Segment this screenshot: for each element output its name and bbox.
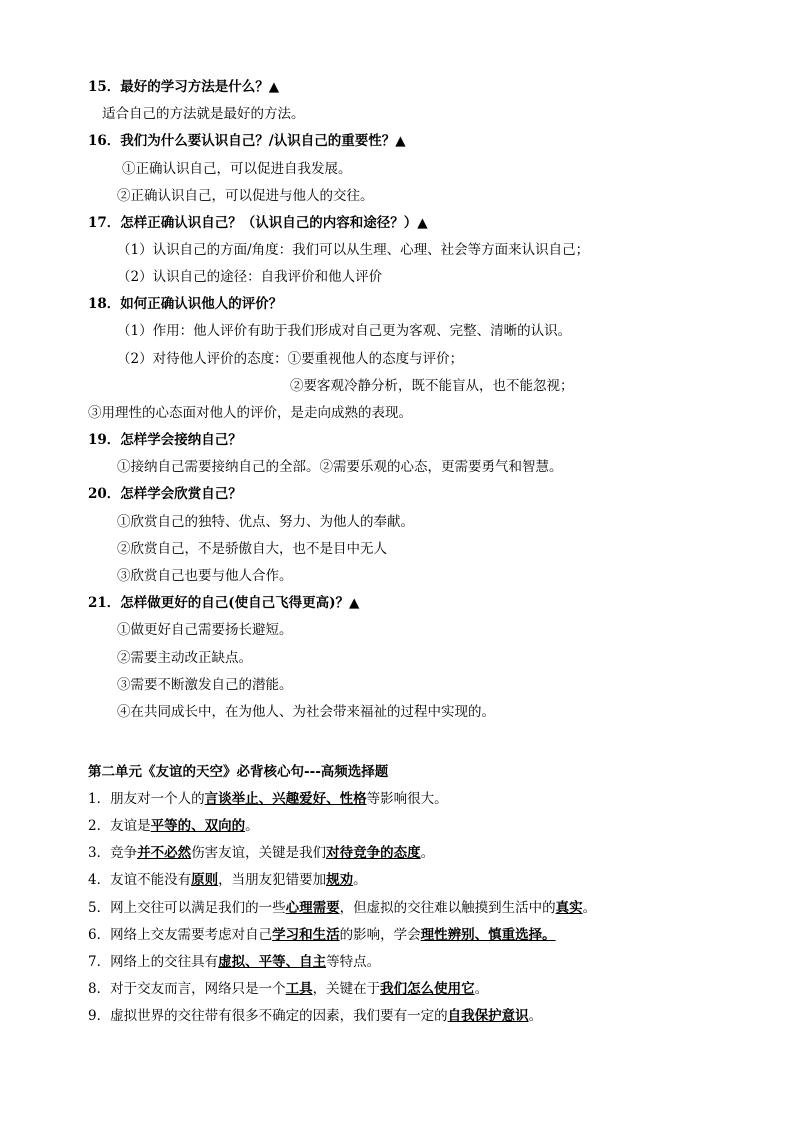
text-line bbox=[88, 1007, 542, 1025]
text-segment: ③欣赏自己也要与他人合作。 bbox=[117, 568, 293, 584]
text-line bbox=[117, 540, 387, 558]
text-segment: ③需要不断激发自己的潜能。 bbox=[117, 677, 293, 693]
heading-text: 21．怎样做更好的自己(使自己飞得更高)？▲ bbox=[88, 595, 360, 611]
text-segment: ②正确认识自己，可以促进与他人的交往。 bbox=[117, 188, 374, 204]
text-line bbox=[88, 431, 242, 449]
text-segment: 等影响很大。 bbox=[366, 791, 448, 807]
key-phrase: 理性辨别、慎重选择。 bbox=[420, 927, 556, 943]
text-segment: 8．对于交友而言，网络只是一个 bbox=[88, 981, 286, 997]
text-segment: ②需要主动改正缺点。 bbox=[117, 650, 252, 666]
text-line bbox=[122, 160, 352, 178]
text-line bbox=[117, 187, 374, 205]
key-phrase: 工具 bbox=[285, 981, 313, 997]
text-segment: 。 bbox=[420, 845, 435, 861]
text-segment: 。 bbox=[474, 981, 489, 997]
text-line bbox=[88, 594, 359, 612]
text-segment: （2）对待他人评价的态度：①要重视他人的态度与评价； bbox=[117, 351, 464, 367]
text-line bbox=[117, 676, 293, 694]
heading-text: 20．怎样学会欣赏自己？ bbox=[88, 486, 242, 502]
text-segment: 。 bbox=[582, 900, 597, 916]
key-phrase: 言谈举止、兴趣爱好、性格 bbox=[204, 791, 367, 807]
heading-text: 17．怎样正确认识自己？（认识自己的内容和途径？）▲ bbox=[88, 215, 428, 231]
text-line bbox=[88, 790, 448, 808]
text-segment: 4．友谊不能没有 bbox=[88, 872, 192, 888]
text-segment: 5．网上交往可以满足我们的一些 bbox=[88, 900, 286, 916]
heading-text: 第二单元《友谊的天空》必背核心句---高频选择题 bbox=[88, 764, 389, 780]
key-phrase: 并不必然 bbox=[137, 845, 192, 861]
text-segment: 适合自己的方法就是最好的方法。 bbox=[102, 106, 305, 122]
heading-text: 19．怎样学会接纳自己？ bbox=[88, 432, 242, 448]
text-line bbox=[117, 458, 563, 476]
text-segment: 。 bbox=[353, 872, 367, 888]
text-line bbox=[102, 105, 305, 123]
key-phrase: 规劝 bbox=[326, 872, 354, 888]
text-segment: ，当朋友犯错要加 bbox=[218, 872, 327, 888]
text-line bbox=[88, 404, 412, 422]
text-segment: ②欣赏自己，不是骄傲自大，也不是目中无人 bbox=[117, 541, 387, 557]
text-segment: ①正确认识自己，可以促进自我发展。 bbox=[122, 161, 352, 177]
key-phrase: 我们怎么使用它 bbox=[380, 981, 475, 997]
text-line bbox=[88, 214, 428, 232]
text-line bbox=[88, 817, 259, 835]
text-line bbox=[88, 871, 367, 889]
text-line bbox=[117, 322, 571, 340]
text-segment: ，但虚拟的交往难以触摸到生活中的 bbox=[339, 900, 556, 916]
text-segment: 等特点。 bbox=[326, 954, 381, 970]
text-segment: 伤害友谊，关键是我们 bbox=[191, 845, 327, 861]
key-phrase: 原则 bbox=[191, 872, 219, 888]
text-segment: ，关键在于 bbox=[312, 981, 381, 997]
heading-text: 16．我们为什么要认识自己？/认识自己的重要性？▲ bbox=[88, 133, 406, 149]
text-line bbox=[88, 295, 282, 313]
text-line bbox=[88, 844, 434, 862]
text-segment: ④在共同成长中，在为他人、为社会带来福祉的过程中实现的。 bbox=[117, 704, 495, 720]
text-line bbox=[88, 926, 556, 944]
text-segment: ①做更好自己需要扬长避短。 bbox=[117, 622, 293, 638]
key-phrase: 对待竞争的态度 bbox=[326, 845, 421, 861]
text-line bbox=[88, 980, 488, 998]
key-phrase: 学习和生活 bbox=[272, 927, 340, 943]
text-line bbox=[88, 763, 388, 781]
text-segment: 。 bbox=[528, 1008, 543, 1024]
heading-text: 18．如何正确认识他人的评价？ bbox=[88, 296, 283, 312]
key-phrase: 真实 bbox=[555, 900, 583, 916]
text-line bbox=[117, 621, 293, 639]
text-segment: 9．虚拟世界的交往带有很多不确定的因素，我们要有一定的 bbox=[88, 1008, 448, 1024]
key-phrase: 自我保护意识 bbox=[447, 1008, 529, 1024]
text-segment: （2）认识自己的途径：自我评价和他人评价 bbox=[117, 269, 383, 285]
text-segment: ③用理性的心态面对他人的评价，是走向成熟的表现。 bbox=[88, 405, 412, 421]
text-segment: 。 bbox=[245, 818, 259, 834]
key-phrase: 平等的、双向的 bbox=[150, 818, 246, 834]
text-line bbox=[88, 953, 380, 971]
heading-text: 15．最好的学习方法是什么？▲ bbox=[88, 79, 280, 95]
text-segment: ②要客观冷静分析，既不能盲从，也不能忽视； bbox=[290, 378, 574, 394]
text-line bbox=[88, 132, 406, 150]
text-line bbox=[117, 350, 463, 368]
text-line bbox=[117, 241, 589, 259]
text-line bbox=[290, 377, 574, 395]
text-segment: 7．网络上的交往具有 bbox=[88, 954, 219, 970]
text-line bbox=[117, 649, 252, 667]
key-phrase: 虚拟、平等、自主 bbox=[218, 954, 327, 970]
text-line bbox=[88, 899, 596, 917]
text-line bbox=[117, 268, 382, 286]
text-segment: 1．朋友对一个人的 bbox=[88, 791, 205, 807]
text-segment: （1）作用：他人评价有助于我们形成对自己更为客观、完整、清晰的认识。 bbox=[117, 323, 572, 339]
text-segment: （1）认识自己的方面/角度：我们可以从生理、心理、社会等方面来认识自己； bbox=[117, 242, 590, 258]
text-segment: 3．竞争 bbox=[88, 845, 138, 861]
text-line bbox=[117, 703, 495, 721]
text-line bbox=[117, 513, 414, 531]
text-segment: 的影响，学会 bbox=[339, 927, 421, 943]
text-segment: ①接纳自己需要接纳自己的全部。②需要乐观的心态，更需要勇气和智慧。 bbox=[117, 459, 563, 475]
text-line bbox=[88, 78, 279, 96]
text-segment: 6．网络上交友需要考虑对自己 bbox=[88, 927, 273, 943]
text-line bbox=[88, 485, 242, 503]
text-segment: 2．友谊是 bbox=[88, 818, 151, 834]
key-phrase: 心理需要 bbox=[285, 900, 340, 916]
text-segment: ①欣赏自己的独特、优点、努力、为他人的奉献。 bbox=[117, 514, 414, 530]
text-line bbox=[117, 567, 293, 585]
